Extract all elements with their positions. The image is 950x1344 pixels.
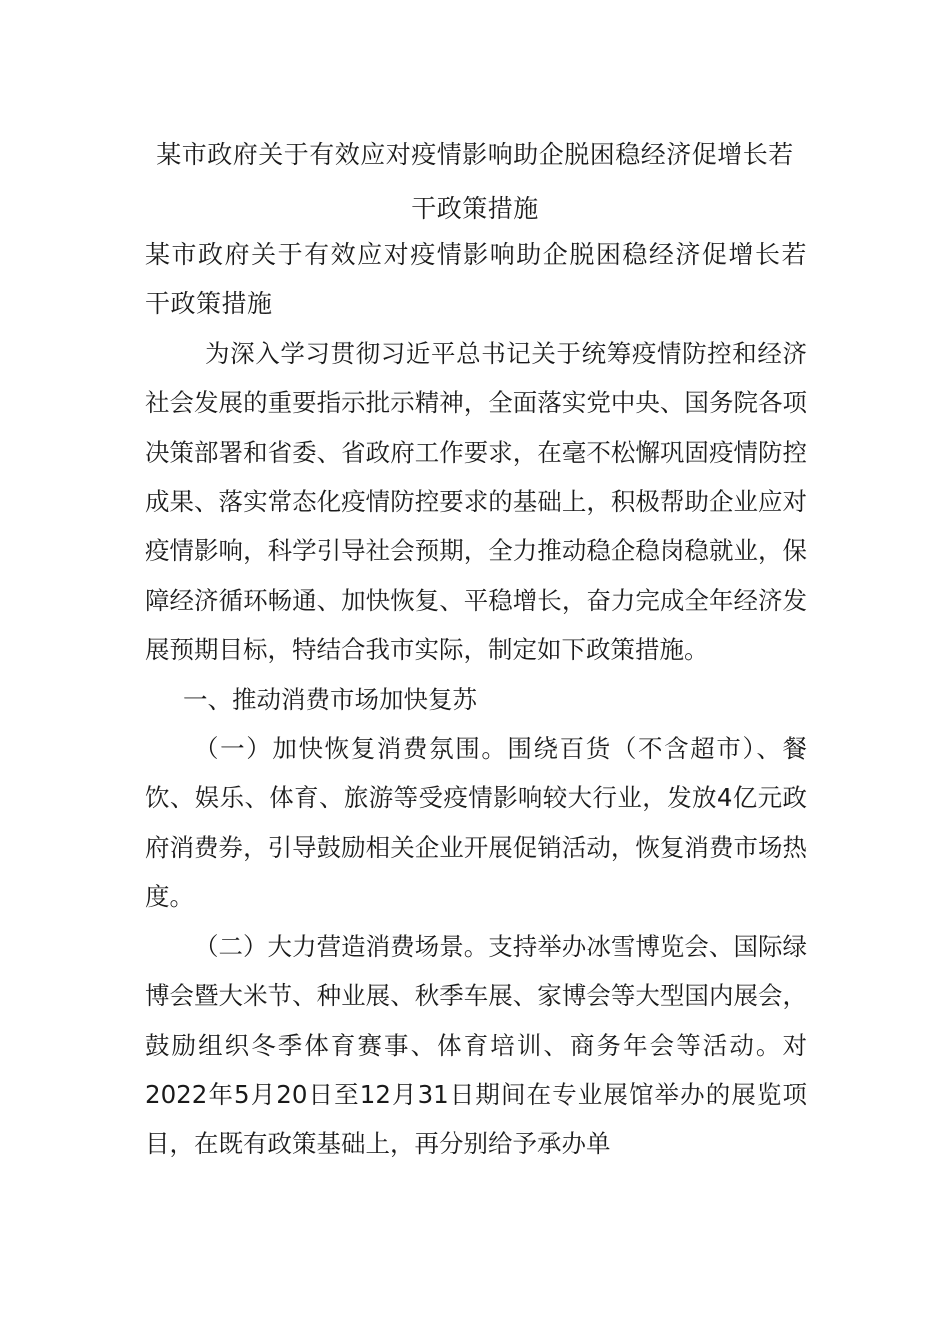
list-item: （二）大力营造消费场景。支持举办冰雪博览会、国际绿博会暨大米节、种业展、秋季车展、家博会等大型国内展会，鼓励组织冬季体育赛事、体育培训、商务年会等活动。对2022年5月20日至12月31日期间在专业展馆举办的展览项目，在既有政策基础上，再分别给予承办单	[145, 931, 807, 1159]
section-heading: 一、推动消费市场加快复苏	[183, 684, 477, 714]
document-title	[120, 128, 830, 236]
title-line-1: 某市政府关于有效应对疫情影响助企脱困稳经济促增长若	[156, 140, 794, 169]
document-subtitle: 某市政府关于有效应对疫情影响助企脱困稳经济促增长若干政策措施	[145, 240, 807, 319]
document-body	[145, 230, 807, 1169]
title-line-2: 干政策措施	[411, 194, 539, 223]
list-item: （一）加快恢复消费氛围。围绕百货（不含超市）、餐饮、娱乐、体育、旅游等受疫情影响较大行业，发放4亿元政府消费券，引导鼓励相关企业开展促销活动，恢复消费市场热度。	[145, 734, 807, 912]
intro-paragraph: 为深入学习贯彻习近平总书记关于统筹疫情防控和经济社会发展的重要指示批示精神，全面落实党中央、国务院各项决策部署和省委、省政府工作要求，在毫不松懈巩固疫情防控成果、落实常态化疫情防控要求的基础上，积极帮助企业应对疫情影响，科学引导社会预期，全力推动稳企稳岗稳就业，保障经济循环畅通、加快恢复、平稳增长，奋力完成全年经济发展预期目标，特结合我市实际，制定如下政策措施。	[145, 338, 807, 665]
